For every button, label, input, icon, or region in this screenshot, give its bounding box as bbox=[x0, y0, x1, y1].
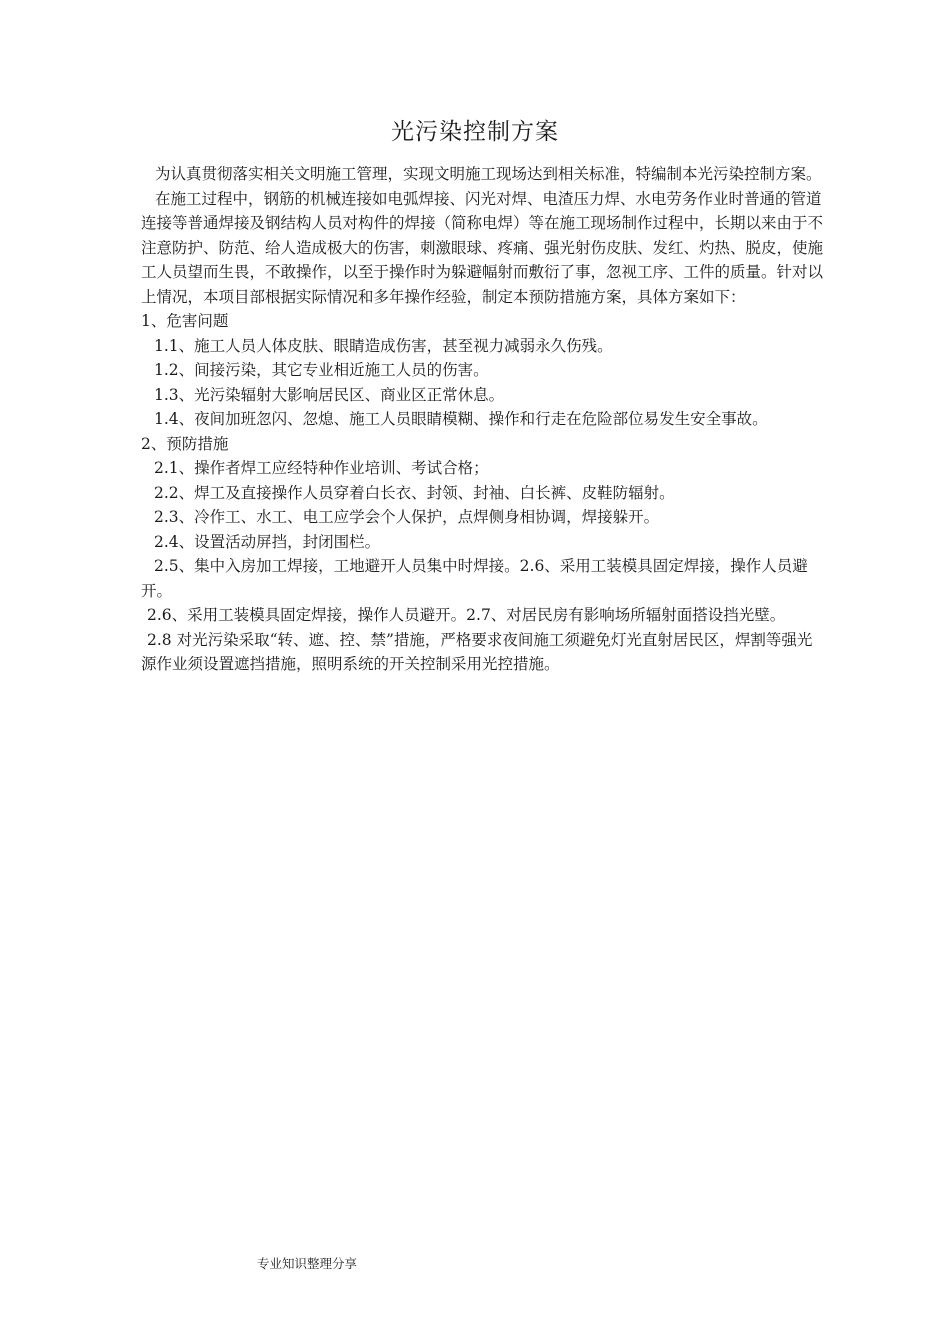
intro-paragraph: 在施工过程中，钢筋的机械连接如电弧焊接、闪光对焊、电渣压力焊、水电劳务作业时普通的管道连接等普通焊接及钢结构人员对构件的焊接（简称电焊）等在施工现场制作过程中，长期以来由于不注意防护、防范、给人造成极大的伤害，刺激眼球、疼痛、强光射伤皮肤、发红、灼热、脱皮，使施工人员望而生畏，不敢操作，以至于操作时为躲避幅射而敷衍了事，忽视工序、工件的质量。针对以上情况，本项目部根据实际情况和多年操作经验，制定本预防措施方案，具体方案如下： bbox=[141, 189, 824, 306]
list-item: 1.2、间接污染，其它专业相近施工人员的伤害。 bbox=[154, 361, 489, 379]
document-title: 光污染控制方案 bbox=[391, 119, 559, 145]
section-heading-hazards: 1、危害问题 bbox=[141, 312, 229, 330]
list-item: 1.4、夜间加班忽闪、忽熄、施工人员眼睛模糊、操作和行走在危险部位易发生安全事故。 bbox=[154, 410, 768, 428]
document-body bbox=[141, 162, 825, 677]
list-item: 1.3、光污染辐射大影响居民区、商业区正常休息。 bbox=[154, 385, 505, 404]
list-item: 1.1、施工人员人体皮肤、眼睛造成伤害，甚至视力减弱永久伤残。 bbox=[154, 336, 613, 355]
list-item: 2.4、设置活动屏挡，封闭围栏。 bbox=[154, 532, 381, 551]
section-heading-measures: 2、预防措施 bbox=[141, 434, 229, 453]
list-item: 2.8 对光污染采取“转、遮、控、禁”措施，严格要求夜间施工须避免灯光直射居民区，焊割等强光源作业须设置遮挡措施，照明系统的开关控制采用光控措施。 bbox=[141, 630, 813, 673]
list-item: 2.1、操作者焊工应经特种作业培训、考试合格； bbox=[154, 459, 489, 477]
page-footer: 专业知识整理分享 bbox=[257, 1256, 358, 1271]
list-item: 2.3、冷作工、水工、电工应学会个人保护，点焊侧身相协调，焊接躲开。 bbox=[154, 508, 660, 526]
list-item: 2.2、焊工及直接操作人员穿着白长衣、封领、封袖、白长裤、皮鞋防辐射。 bbox=[154, 483, 675, 502]
list-item: 2.6、采用工装模具固定焊接，操作人员避开。2.7、对居民房有影响场所辐射面搭设挡光壁。 bbox=[147, 606, 786, 624]
intro-paragraph: 为认真贯彻落实相关文明施工管理，实现文明施工现场达到相关标准，特编制本光污染控制方案。 bbox=[155, 165, 822, 183]
list-item: 2.5、集中入房加工焊接，工地避开人员集中时焊接。2.6、采用工装模具固定焊接，操作人员避开。 bbox=[141, 557, 808, 600]
